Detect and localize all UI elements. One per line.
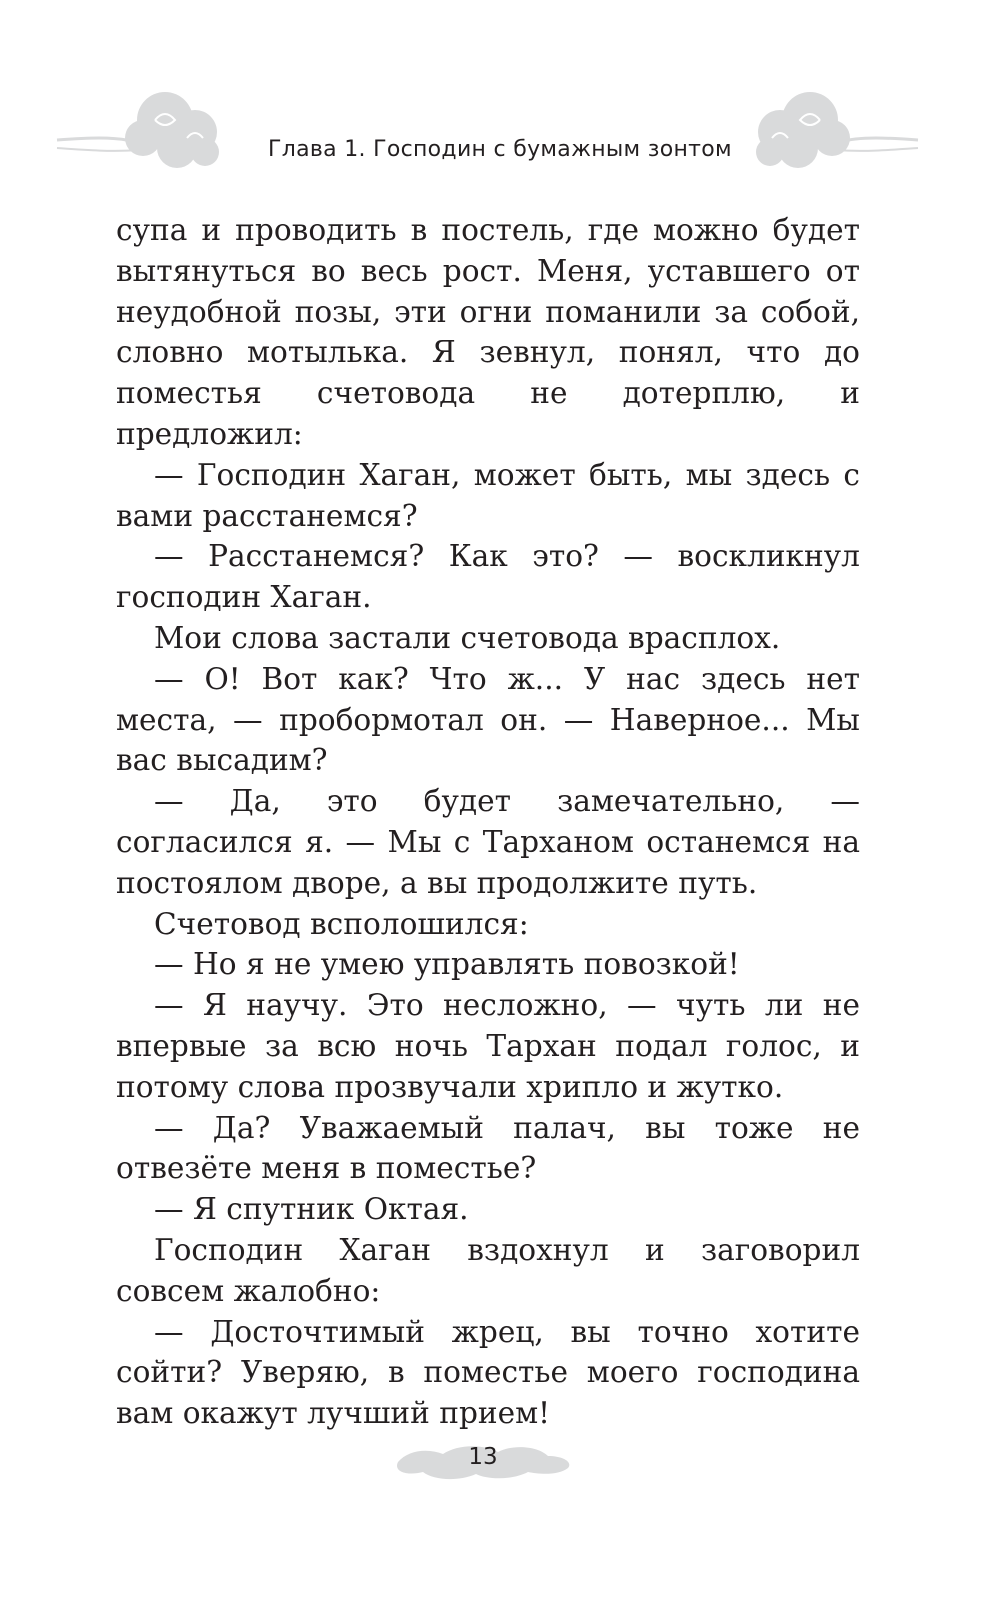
page-header (0, 80, 1000, 200)
paragraph: — Я спутник Октая. (154, 1192, 469, 1227)
paragraph: — Господин Хаган, может быть, мы здесь с вами расстанемся? (116, 457, 860, 533)
cloud-ornament-left-icon (55, 80, 235, 190)
page-body (116, 210, 860, 1434)
running-head: Глава 1. Господин с бумажным зонтом (268, 137, 732, 162)
paragraph: — Да, это будет замечательно, — согласился я. — Мы с Тарханом останемся на постоялом дворе, а вы продолжите путь. (116, 784, 860, 900)
page-number-footer (388, 1432, 578, 1492)
paragraph: — Но я не умею управлять повозкой! (154, 947, 740, 982)
paragraph: — Я научу. Это несложно, — чуть ли не впервые за всю ночь Тархан подал голос, и потому слова прозвучали хрипло и жутко. (116, 988, 860, 1104)
paragraph: — Да? Уважаемый палач, вы тоже не отвезёте меня в поместье? (116, 1110, 860, 1186)
paragraph: Господин Хаган вздохнул и заговорил совсем жалобно: (116, 1232, 860, 1308)
paragraph: Мои слова застали счетовода врасплох. (154, 620, 781, 655)
paragraph: супа и проводить в постель, где можно будет вытянуться во весь рост. Меня, уставшего от неудобной позы, эти огни поманили за собой, словно мотылька. Я зевнул, понял, что до поместья счетовода не дотерплю, и предложил: (116, 213, 860, 451)
paragraph: Счетовод всполошился: (154, 906, 529, 941)
page-number: 13 (468, 1444, 498, 1470)
paragraph: — Досточтимый жрец, вы точно хотите сойти? Уверяю, в поместье моего господина вам окажут лучший прием! (116, 1314, 860, 1431)
cloud-ornament-right-icon (740, 80, 920, 190)
paragraph: — О! Вот как? Что ж... У нас здесь нет места, — пробормотал он. — Наверное... Мы вас высадим? (116, 661, 860, 778)
paragraph: — Расстанемся? Как это? — воскликнул господин Хаган. (116, 539, 860, 615)
